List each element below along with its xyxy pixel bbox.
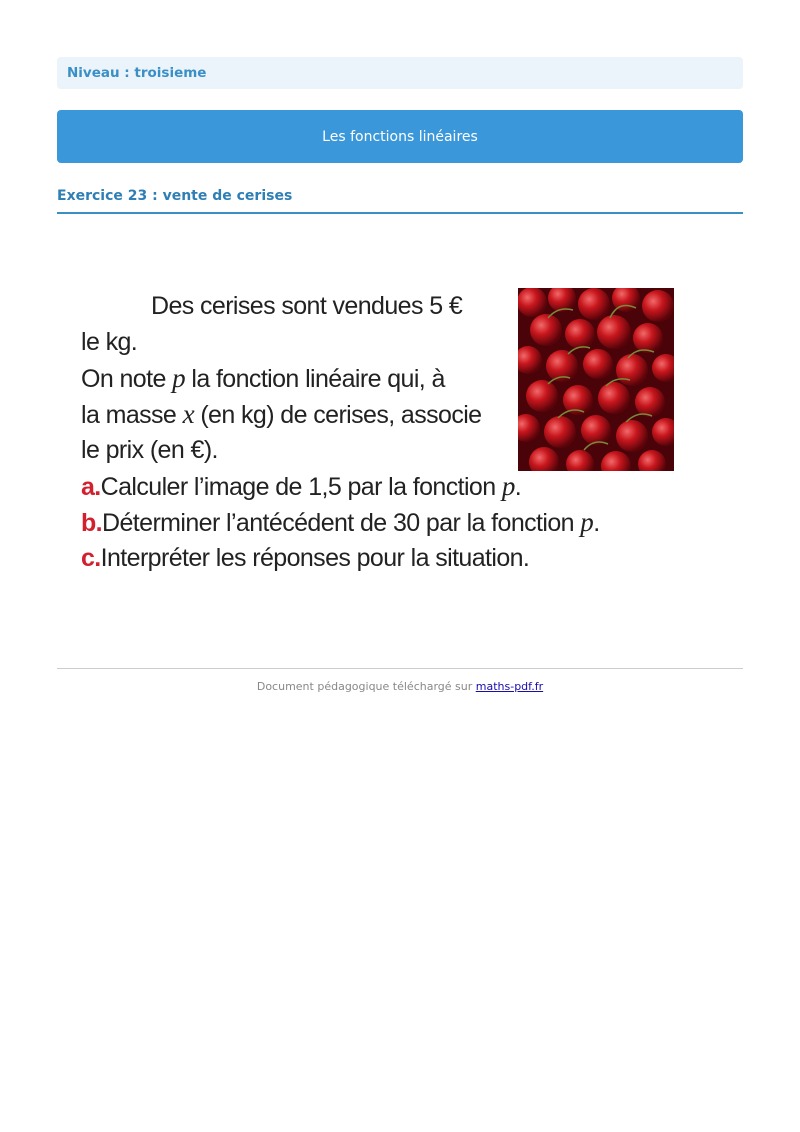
question-text-end: .	[593, 509, 600, 537]
question-text-end: .	[514, 473, 522, 501]
question-c	[81, 540, 529, 576]
exercise-title: Exercice 23 : vente de cerises	[57, 188, 293, 204]
chapter-title: Les fonctions linéaires	[322, 128, 478, 145]
question-letter: a.	[81, 473, 101, 501]
footer-link[interactable]: maths-pdf.fr	[475, 680, 544, 693]
variable-p: p	[172, 363, 186, 393]
intro-line-4-pre: la masse	[81, 401, 183, 429]
footer-text: Document pédagogique téléchargé sur	[256, 680, 476, 693]
intro-line-4	[81, 396, 481, 433]
intro-line-3-post: la fonction linéaire qui, à	[185, 365, 445, 393]
cherries-image	[518, 288, 674, 471]
question-text: Calculer l’image de 1,5 par la fonction	[100, 473, 502, 501]
intro-line-3	[81, 360, 445, 397]
question-text: Déterminer l’antécédent de 30 par la fonction	[102, 509, 581, 537]
intro-line-5: le prix (en €).	[81, 436, 218, 464]
footer	[57, 680, 743, 693]
level-banner	[57, 57, 743, 89]
intro-line-3-pre: On note	[81, 365, 173, 393]
cherries-icon	[518, 288, 674, 471]
intro-line-1: Des cerises sont vendues 5 €	[151, 292, 463, 320]
intro-line-4-post: (en kg) de cerises, associe	[193, 401, 482, 429]
variable-x: x	[182, 399, 194, 429]
question-b	[81, 504, 600, 541]
intro-line-2: le kg.	[81, 328, 138, 356]
variable-p: p	[580, 507, 594, 537]
chapter-title-bar	[57, 110, 743, 163]
exercise-heading	[57, 185, 743, 214]
variable-p: p	[501, 471, 515, 501]
question-letter: c.	[81, 544, 101, 572]
footer-divider	[57, 668, 743, 669]
level-label: Niveau : troisieme	[67, 65, 207, 81]
question-text: Interpréter les réponses pour la situation.	[100, 544, 530, 572]
question-letter: b.	[81, 509, 103, 537]
question-a	[81, 468, 521, 505]
